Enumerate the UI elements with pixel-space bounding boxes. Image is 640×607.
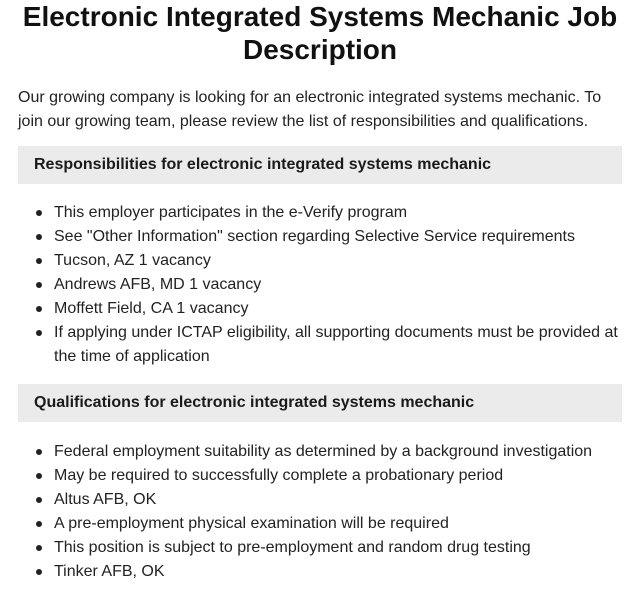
list-item-text: If applying under ICTAP eligibility, all supporting documents must be provided at the time of application [54,324,618,365]
list-item-text: See "Other Information" section regarding Selective Service requirements [54,228,575,245]
intro-paragraph: Our growing company is looking for an electronic integrated systems mechanic. To join our growing team, please review the list of responsibilities and qualifications. [18,89,602,130]
responsibilities-heading: Responsibilities for electronic integrated systems mechanic [18,146,622,184]
list-item [32,249,622,273]
list-item-text: Andrews AFB, MD 1 vacancy [54,276,262,293]
list-item [32,536,622,560]
list-item [32,321,622,369]
bullet-icon [36,545,42,551]
list-item [32,440,622,464]
list-item-text: May be required to successfully complete a probationary period [54,467,504,484]
bullet-icon [36,258,42,264]
list-item-text: This position is subject to pre-employment and random drug testing [54,539,531,556]
list-item [32,201,622,225]
bullet-icon [36,473,42,479]
bullet-icon [36,234,42,240]
bullet-icon [36,282,42,288]
list-item-text: Federal employment suitability as determined by a background investigation [54,443,593,460]
responsibilities-list [32,201,622,369]
bullet-icon [36,449,42,455]
qualifications-heading: Qualifications for electronic integrated systems mechanic [18,384,622,422]
bullet-icon [36,521,42,527]
list-item [32,512,622,536]
list-item-text: Tucson, AZ 1 vacancy [54,252,211,269]
list-item [32,273,622,297]
page-title: Electronic Integrated Systems Mechanic Job Description [22,1,618,65]
bullet-icon [36,569,42,575]
list-item [32,464,622,488]
list-item-text: Moffett Field, CA 1 vacancy [54,300,249,317]
list-item [32,560,622,584]
list-item [32,225,622,249]
list-item [32,488,622,512]
list-item [32,297,622,321]
bullet-icon [36,306,42,312]
list-item-text: This employer participates in the e-Verify program [54,204,408,221]
list-item-text: A pre-employment physical examination will be required [54,515,449,532]
bullet-icon [36,210,42,216]
bullet-icon [36,497,42,503]
bullet-icon [36,330,42,336]
qualifications-list [32,440,622,584]
list-item-text: Altus AFB, OK [54,491,157,508]
list-item-text: Tinker AFB, OK [54,563,165,580]
